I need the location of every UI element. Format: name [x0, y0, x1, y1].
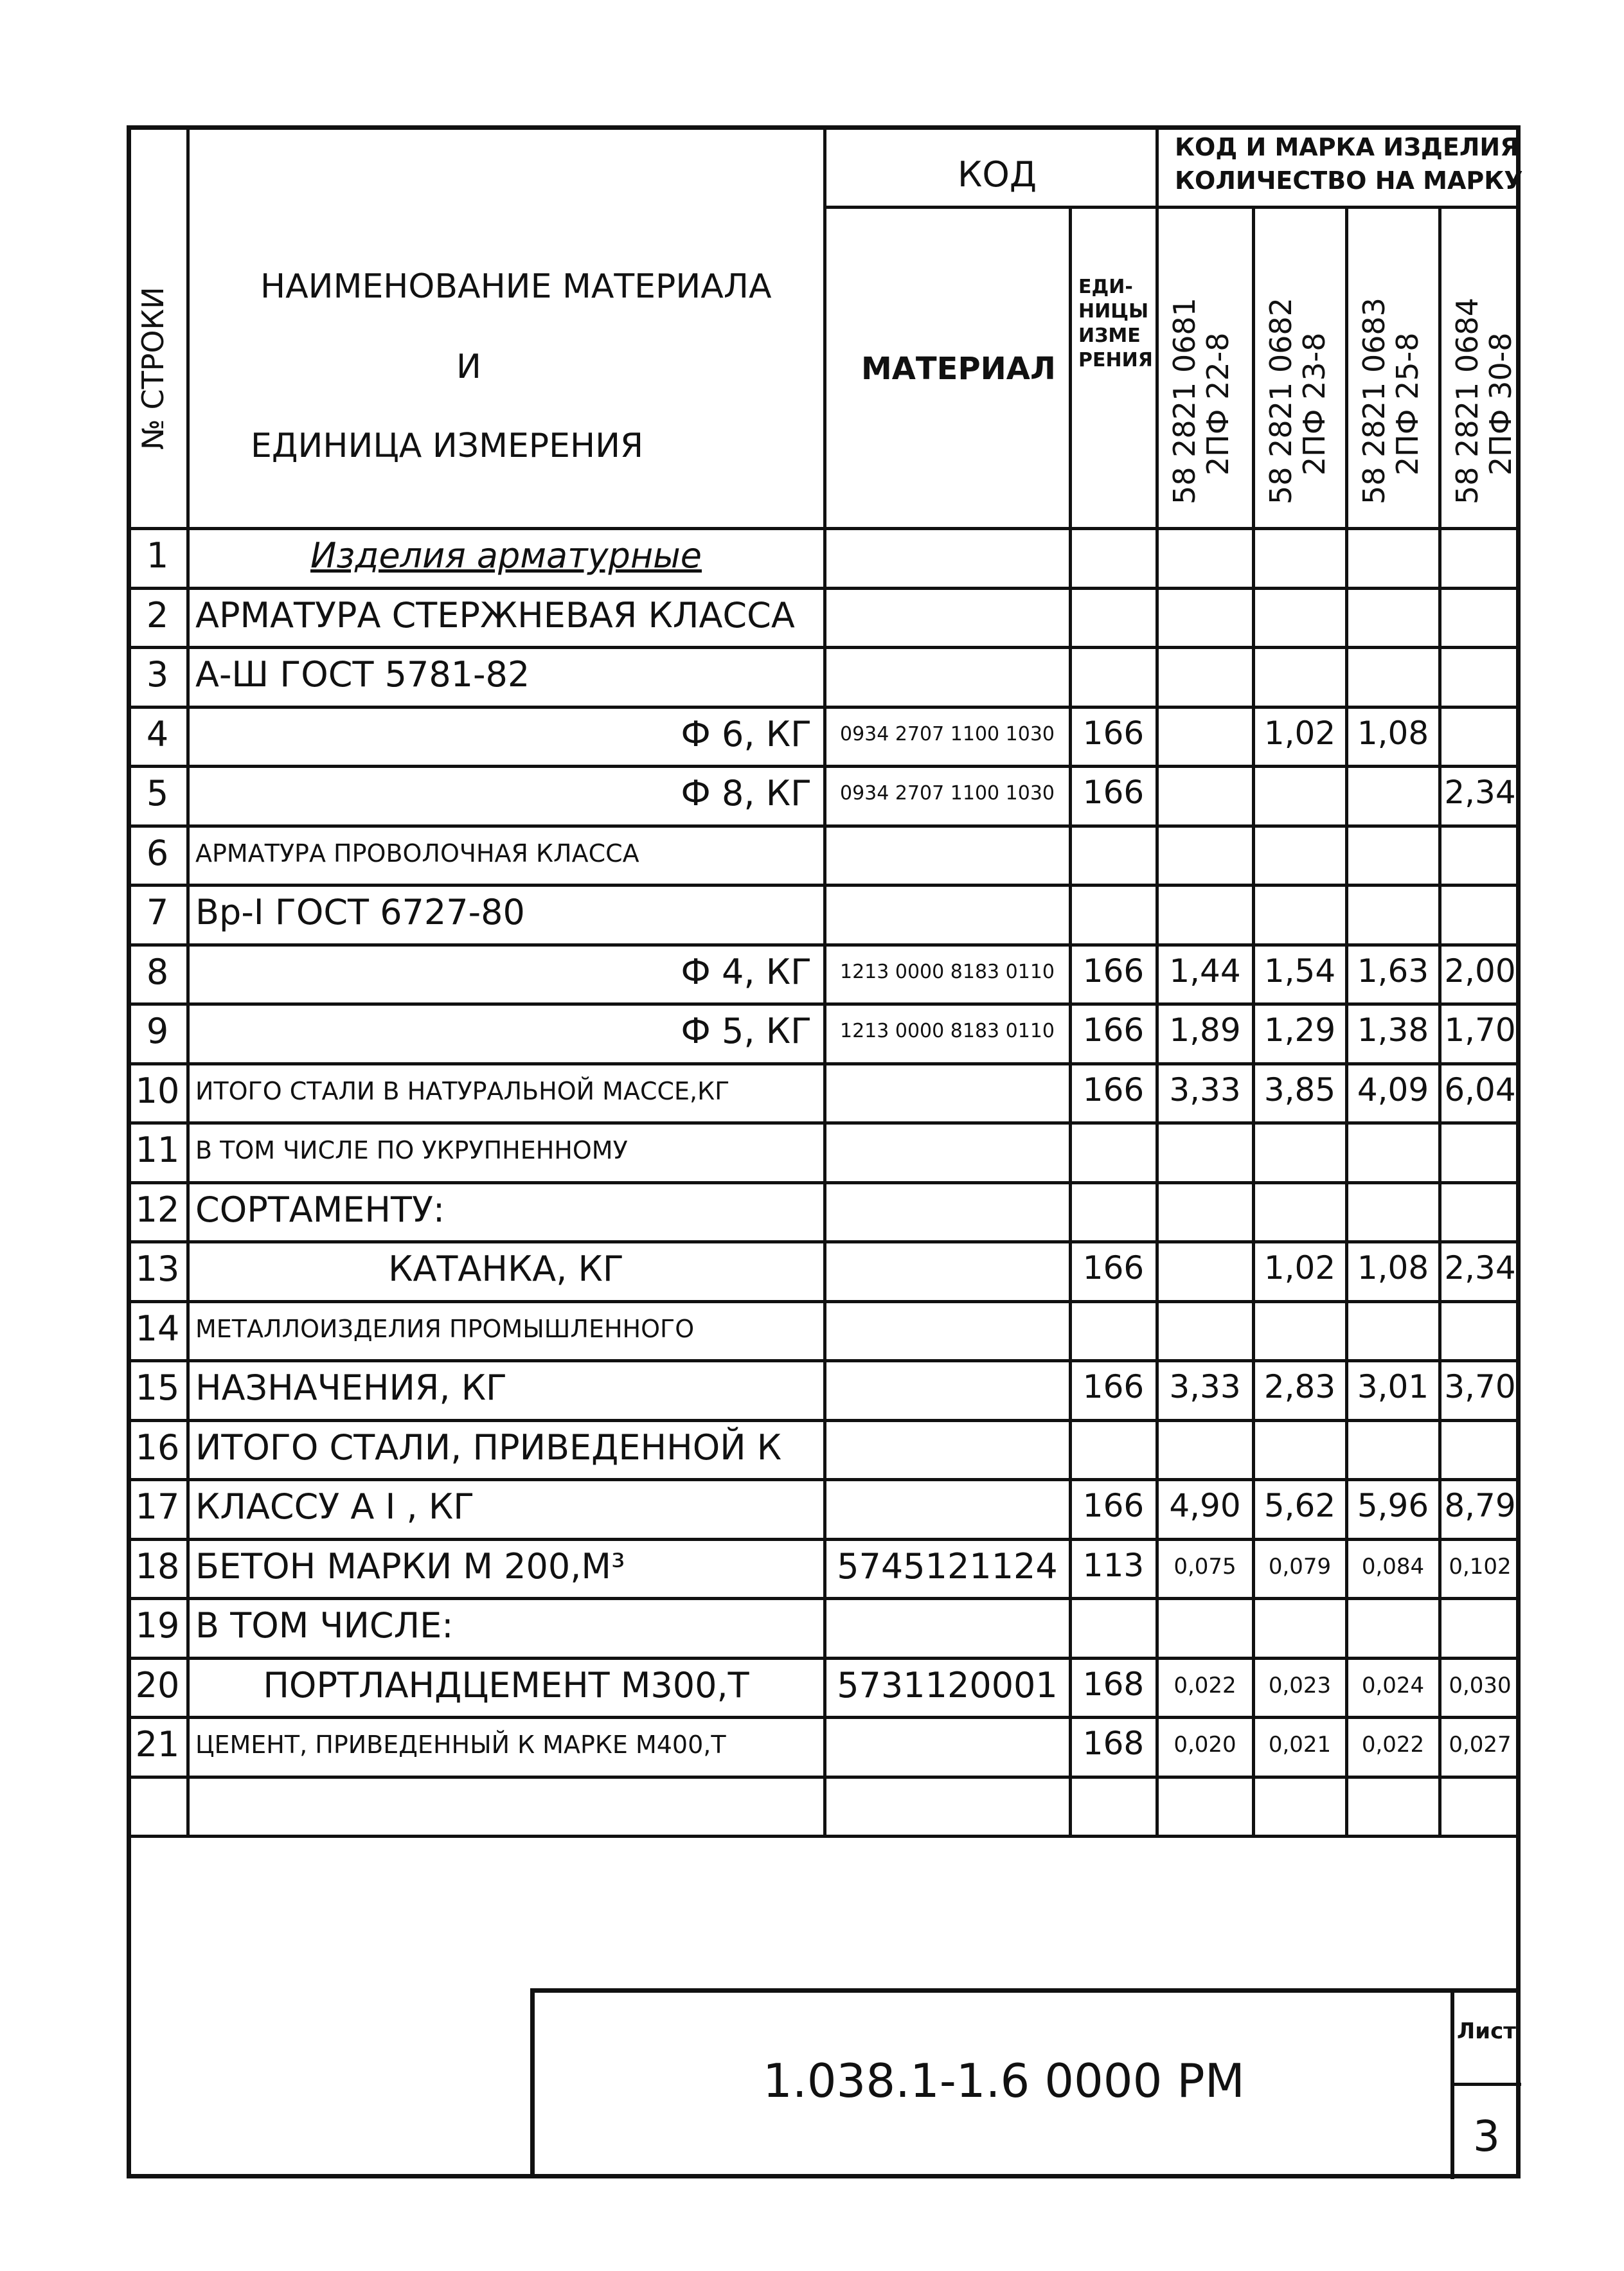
row-number: 6: [146, 832, 169, 873]
row-number-header: № СТРОКИ: [136, 287, 170, 450]
title-block: [530, 1988, 1520, 2178]
quantity-cell: 1,02: [1263, 714, 1336, 752]
header-bottom-rule: [127, 527, 1521, 530]
quantity-cell: 5,96: [1357, 1487, 1429, 1524]
unit-code: 166: [1082, 774, 1145, 811]
row-number: 19: [135, 1605, 180, 1646]
row-rule: [127, 1835, 1521, 1838]
row-number: 9: [146, 1011, 169, 1051]
name-header-line3: ЕДИНИЦА ИЗМЕРЕНИЯ: [251, 427, 644, 465]
section-title: Изделия арматурные: [310, 535, 702, 576]
row-number: 4: [146, 713, 169, 754]
material-name: Ф 4, КГ: [681, 951, 812, 992]
row-rule: [127, 1359, 1521, 1362]
row-number: 15: [135, 1367, 180, 1408]
quantity-cell: 2,34: [1444, 1249, 1516, 1287]
material-name: Ф 6, КГ: [681, 713, 812, 754]
material-name: НАЗНАЧЕНИЯ, КГ: [195, 1367, 507, 1408]
unit-code: 166: [1082, 714, 1145, 752]
unit-header-line: ЕДИ-: [1078, 276, 1133, 298]
quantity-cell: 1,63: [1357, 952, 1429, 990]
quantity-cell: 1,38: [1357, 1011, 1429, 1049]
quantity-cell: 1,70: [1444, 1011, 1516, 1049]
quantity-cell: 3,70: [1444, 1368, 1516, 1405]
row-rule: [127, 943, 1521, 947]
row-rule: [127, 1300, 1521, 1303]
unit-code: 166: [1082, 1071, 1145, 1109]
quantity-cell: 1,29: [1263, 1011, 1336, 1049]
sheet-divider: [1450, 2083, 1521, 2086]
quantity-cell: 6,04: [1444, 1071, 1516, 1109]
product-mark: 2ПФ 23-8: [1297, 332, 1332, 476]
code-header: КОД: [958, 154, 1037, 195]
unit-code: 168: [1082, 1665, 1145, 1703]
material-name: КЛАССУ А I , КГ: [195, 1486, 475, 1527]
header-rule: [1157, 206, 1521, 209]
material-name: БЕТОН МАРКИ М 200,М³: [195, 1545, 625, 1587]
quantity-cell: 0,079: [1268, 1553, 1332, 1580]
row-number: 1: [146, 535, 169, 576]
row-number: 3: [146, 654, 169, 695]
material-name: ИТОГО СТАЛИ В НАТУРАЛЬНОЙ МАССЕ,КГ: [195, 1076, 730, 1105]
material-name: ИТОГО СТАЛИ, ПРИВЕДЕННОЙ К: [195, 1427, 782, 1468]
row-rule: [127, 1062, 1521, 1065]
material-code: 1213 0000 8183 0110: [840, 1020, 1055, 1042]
row-rule: [127, 1538, 1521, 1541]
product-mark: 2ПФ 30-8: [1483, 332, 1518, 476]
row-rule: [127, 1419, 1521, 1422]
document-code: 1.038.1-1.6 0000 РМ: [763, 2054, 1245, 2108]
quantity-cell: 0,022: [1361, 1732, 1425, 1758]
unit-code: 168: [1082, 1725, 1145, 1762]
material-name: Ф 8, КГ: [681, 773, 812, 814]
quantity-cell: 0,027: [1449, 1732, 1512, 1758]
material-name: АРМАТУРА СТЕРЖНЕВАЯ КЛАССА: [195, 594, 795, 636]
row-number: 13: [135, 1249, 180, 1289]
quantity-cell: 0,021: [1268, 1732, 1332, 1758]
quantity-cell: 5,62: [1263, 1487, 1336, 1524]
row-rule: [127, 706, 1521, 709]
quantity-cell: 1,54: [1263, 952, 1336, 990]
product-code: 58 2821 0683: [1357, 298, 1391, 504]
material-name: Вр-I ГОСТ 6727-80: [195, 892, 525, 932]
quantity-cell: 1,89: [1169, 1011, 1241, 1049]
quantity-cell: 4,09: [1357, 1071, 1429, 1109]
quantity-cell: 2,83: [1263, 1368, 1336, 1405]
row-rule: [127, 765, 1521, 768]
quantity-cell: 1,08: [1357, 1249, 1429, 1287]
quantity-cell: 0,020: [1173, 1732, 1236, 1758]
row-rule: [127, 1181, 1521, 1184]
row-rule: [127, 1002, 1521, 1006]
quantity-cell: 0,102: [1449, 1553, 1512, 1580]
material-name: В ТОМ ЧИСЛЕ:: [195, 1605, 454, 1646]
row-number: 21: [135, 1724, 180, 1765]
material-code: 5745121124: [837, 1545, 1058, 1587]
row-rule: [127, 1478, 1521, 1481]
row-number: 8: [146, 951, 169, 992]
row-number: 2: [146, 594, 169, 636]
quantity-cell: 0,075: [1173, 1553, 1236, 1580]
row-number: 5: [146, 773, 169, 814]
quantity-cell: 3,33: [1169, 1071, 1241, 1109]
quantity-cell: 4,90: [1169, 1487, 1241, 1524]
material-header: МАТЕРИАЛ: [861, 351, 1056, 387]
material-name: АРМАТУРА ПРОВОЛОЧНАЯ КЛАССА: [195, 839, 639, 868]
quantity-cell: 2,34: [1444, 774, 1516, 811]
unit-header-line: РЕНИЯ: [1078, 349, 1153, 371]
material-name: В ТОМ ЧИСЛЕ ПО УКРУПНЕННОМУ: [195, 1136, 628, 1164]
sheet-label: Лист: [1457, 2018, 1516, 2044]
row-number: 16: [135, 1427, 180, 1468]
unit-code: 166: [1082, 952, 1145, 990]
material-code: 5731120001: [837, 1664, 1058, 1705]
quantity-cell: 0,023: [1268, 1672, 1332, 1698]
row-rule: [127, 1657, 1521, 1660]
product-mark: 2ПФ 25-8: [1390, 332, 1425, 476]
quantity-cell: 3,85: [1263, 1071, 1336, 1109]
quantity-cell: 0,030: [1449, 1672, 1512, 1698]
material-code: 1213 0000 8183 0110: [840, 960, 1055, 983]
row-rule: [127, 1121, 1521, 1125]
mark-header-line2: КОЛИЧЕСТВО НА МАРКУ: [1175, 166, 1523, 195]
quantity-cell: 1,44: [1169, 952, 1241, 990]
row-number: 11: [135, 1130, 180, 1170]
quantity-cell: 0,024: [1361, 1672, 1425, 1698]
unit-code: 166: [1082, 1368, 1145, 1405]
name-header-line1: НАИМЕНОВАНИЕ МАТЕРИАЛА: [260, 267, 772, 306]
unit-code: 113: [1082, 1546, 1145, 1584]
quantity-cell: 0,084: [1361, 1553, 1425, 1580]
unit-code: 166: [1082, 1011, 1145, 1049]
row-number: 14: [135, 1308, 180, 1349]
row-rule: [127, 646, 1521, 649]
product-code: 58 2821 0684: [1450, 298, 1485, 504]
row-rule: [127, 884, 1521, 887]
row-number: 17: [135, 1486, 180, 1527]
quantity-cell: 3,01: [1357, 1368, 1429, 1405]
quantity-cell: 8,79: [1444, 1487, 1516, 1524]
quantity-cell: 3,33: [1169, 1368, 1241, 1405]
row-rule: [127, 1776, 1521, 1779]
row-rule: [127, 587, 1521, 590]
material-name: ЦЕМЕНТ, ПРИВЕДЕННЫЙ К МАРКЕ М400,Т: [195, 1731, 726, 1759]
unit-code: 166: [1082, 1487, 1145, 1524]
row-number: 18: [135, 1545, 180, 1587]
quantity-cell: 1,02: [1263, 1249, 1336, 1287]
unit-code: 166: [1082, 1249, 1145, 1287]
header-rule: [825, 206, 1157, 209]
material-name: МЕТАЛЛОИЗДЕЛИЯ ПРОМЫШЛЕННОГО: [195, 1314, 695, 1343]
material-name: А-Ш ГОСТ 5781-82: [195, 654, 530, 695]
quantity-cell: 2,00: [1444, 952, 1516, 990]
material-name: ПОРТЛАНДЦЕМЕНТ М300,Т: [263, 1664, 749, 1705]
row-number: 12: [135, 1189, 180, 1230]
column-rule: [186, 125, 190, 1835]
sheet-number: 3: [1473, 2112, 1500, 2161]
quantity-cell: 0,022: [1173, 1672, 1236, 1698]
unit-header-line: ИЗМЕ: [1078, 325, 1141, 347]
quantity-cell: 1,08: [1357, 714, 1429, 752]
mark-header-line1: КОД И МАРКА ИЗДЕЛИЯ: [1175, 133, 1519, 161]
material-name: СОРТАМЕНТУ:: [195, 1189, 445, 1230]
row-rule: [127, 1716, 1521, 1719]
material-name: Ф 5, КГ: [681, 1011, 812, 1051]
row-rule: [127, 1240, 1521, 1243]
material-name: КАТАНКА, КГ: [388, 1249, 624, 1289]
row-rule: [127, 824, 1521, 828]
product-mark: 2ПФ 22-8: [1200, 332, 1235, 476]
row-number: 7: [146, 892, 169, 932]
material-code: 0934 2707 1100 1030: [840, 782, 1055, 805]
material-code: 0934 2707 1100 1030: [840, 722, 1055, 745]
unit-header-line: НИЦЫ: [1078, 300, 1149, 323]
product-code: 58 2821 0681: [1167, 298, 1202, 504]
row-rule: [127, 1597, 1521, 1600]
row-number: 20: [135, 1664, 180, 1705]
product-code: 58 2821 0682: [1263, 298, 1298, 504]
row-number: 10: [135, 1070, 180, 1111]
name-header-line2: И: [456, 348, 481, 386]
